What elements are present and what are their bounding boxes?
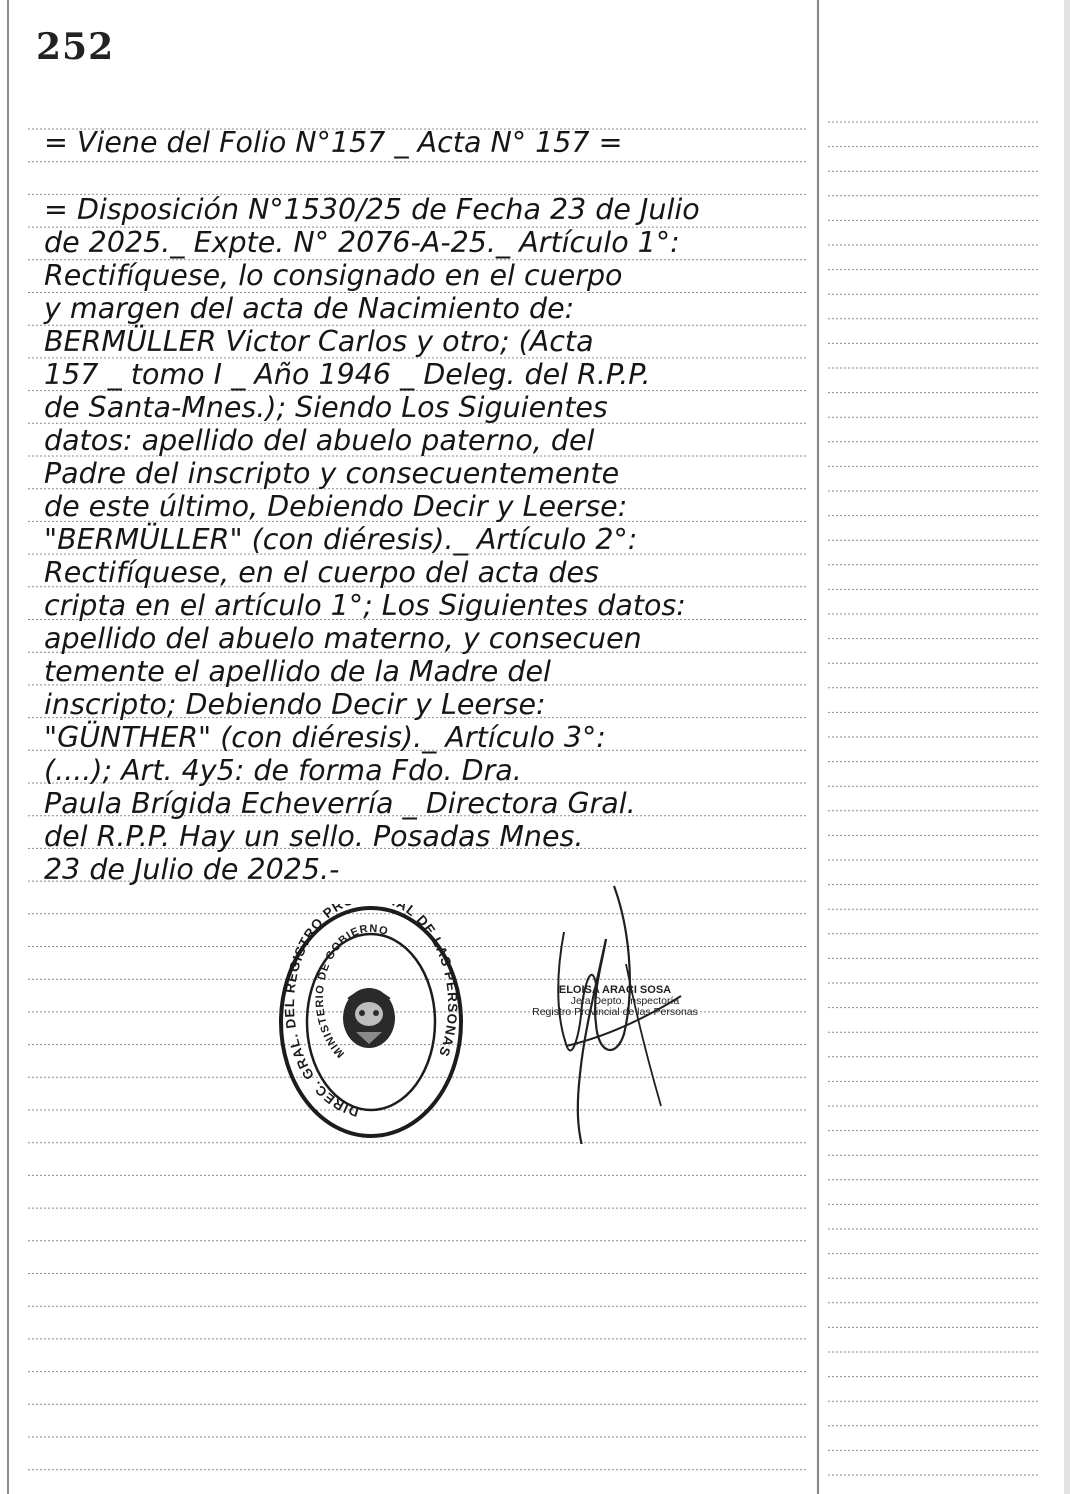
entry-line: = Viene del Folio N°157 _ Acta N° 157 = (44, 126, 623, 159)
seal-inner-textpath: MINISTERIO DE GOBIERNO (313, 922, 391, 1060)
entry-line: "GÜNTHER" (con diéresis)._ Artículo 3°: (44, 721, 606, 754)
seal-outer-textpath: DIREC. GRAL. DEL REGISTRO PR AL DE LAS PERSONAS (281, 904, 461, 1120)
stamp-office: Registro Provincial de las Personas (532, 1006, 698, 1018)
entry-line: datos: apellido del abuelo paterno, del (44, 424, 595, 457)
page-edge (1064, 0, 1070, 1494)
official-stamp (505, 985, 725, 1018)
entry-line: Rectifíquese, lo consignado en el cuerpo (44, 259, 623, 292)
entry-line: y margen del acta de Nacimiento de: (44, 292, 575, 325)
stamp-name: ELOISA ARACI SOSA (558, 984, 672, 996)
entry-line: de 2025._ Expte. N° 2076-A-25._ Artículo 1°: (44, 226, 680, 259)
entry-line: apellido del abuelo materno, y consecuen (44, 622, 642, 655)
coat-of-arms-icon (343, 988, 395, 1048)
entry-line: Rectifíquese, en el cuerpo del acta des (44, 556, 599, 589)
entry-line: temente el apellido de la Madre del (44, 655, 551, 688)
entry-line: de este último, Debiendo Decir y Leerse: (44, 490, 628, 523)
entry-line: cripta en el artículo 1°; Los Siguientes datos: (44, 589, 686, 622)
entry-line: Paula Brígida Echeverría _ Directora Gral. (44, 787, 636, 820)
stamp-title: Jefa Depto. Inspectoría (570, 995, 680, 1007)
entry-line: de Santa-Mnes.); Siendo Los Siguientes (44, 391, 608, 424)
entry-line: del R.P.P. Hay un sello. Posadas Mnes. (44, 820, 584, 853)
entry-line: = Disposición N°1530/25 de Fecha 23 de Julio (44, 193, 700, 226)
entry-line: (....); Art. 4y5: de forma Fdo. Dra. (44, 754, 522, 787)
entry-line: BERMÜLLER Victor Carlos y otro; (Acta (44, 325, 594, 358)
official-seal (276, 904, 466, 1140)
folio-number: 252 (36, 26, 115, 68)
entry-line (44, 159, 814, 193)
entry-line: 23 de Julio de 2025.- (44, 853, 340, 886)
entry-line: "BERMÜLLER" (con diéresis)._ Artículo 2°: (44, 523, 638, 556)
entry-line: Padre del inscripto y consecuentemente (44, 457, 620, 490)
entry-line: inscripto; Debiendo Decir y Leerse: (44, 688, 546, 721)
registry-entry-text (44, 126, 814, 886)
entry-line: 157 _ tomo I _ Año 1946 _ Deleg. del R.P.P. (44, 358, 651, 391)
